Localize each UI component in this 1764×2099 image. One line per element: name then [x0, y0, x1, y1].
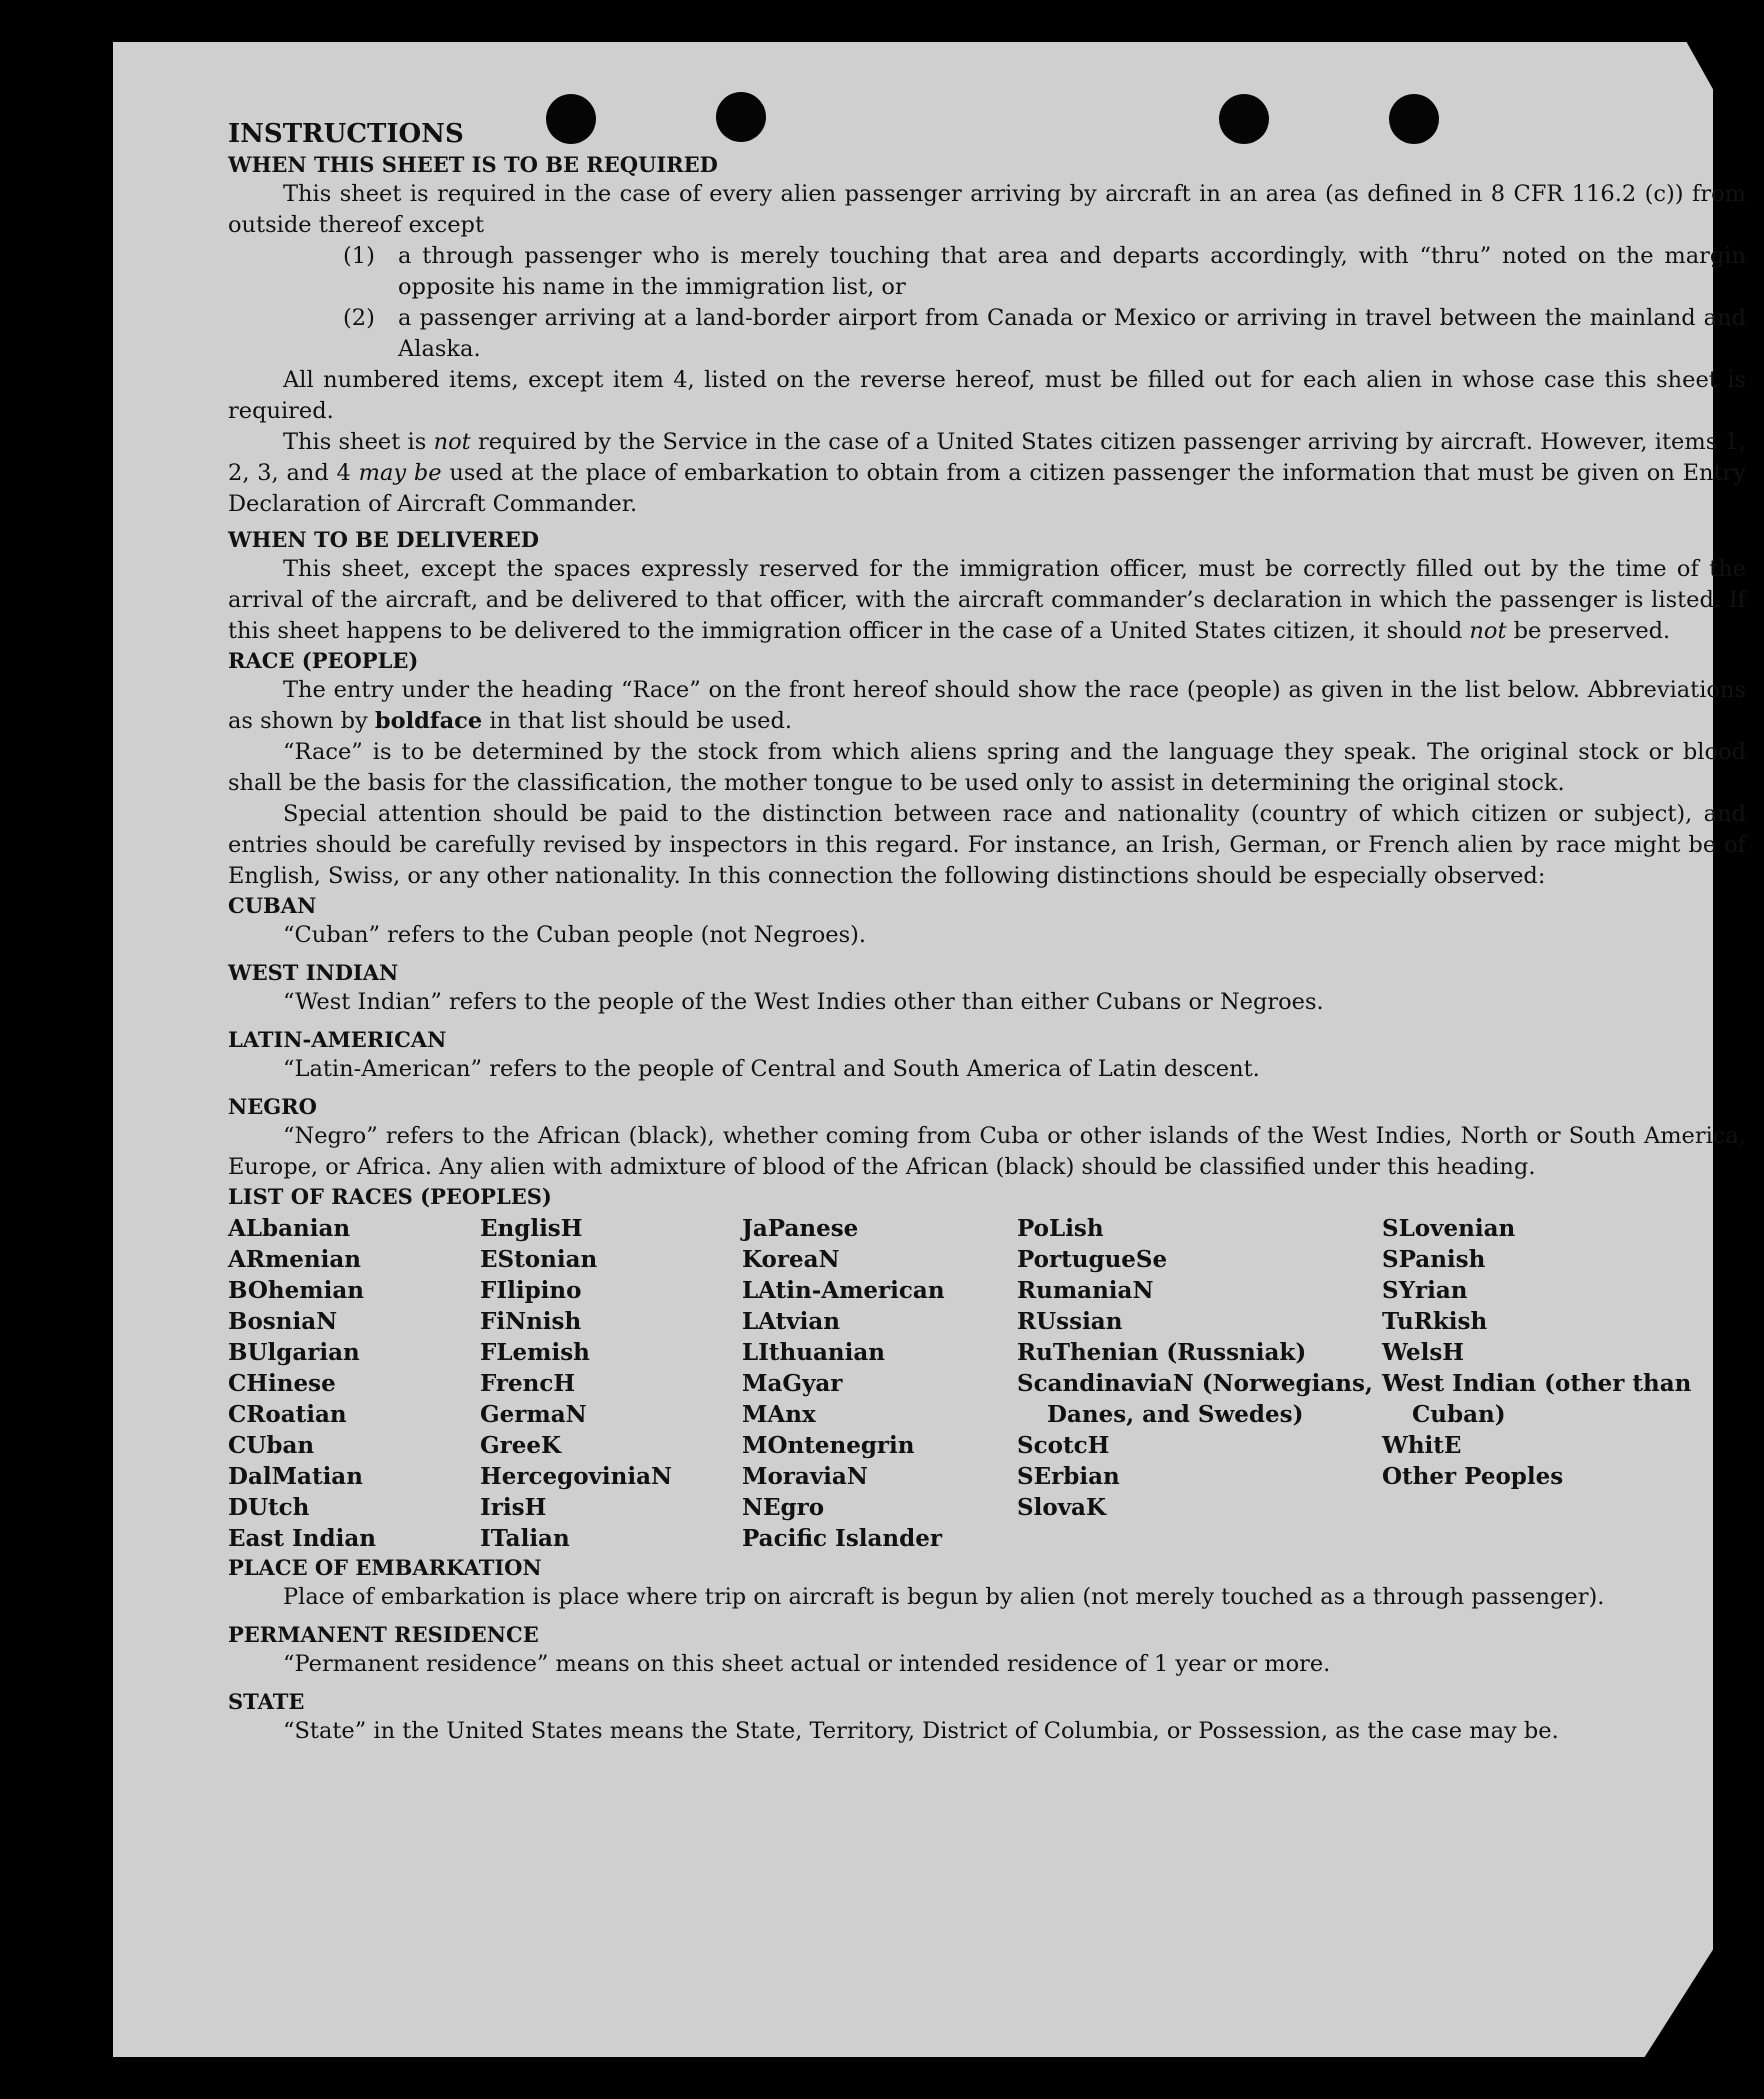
- race-entry: WhitE: [1382, 1432, 1462, 1459]
- latin-american-definition: “Latin-American” refers to the people of Central and South America of Latin descent.: [283, 1056, 1260, 1082]
- races-column-4: [1017, 1213, 1382, 1554]
- heading-state: STATE: [228, 1689, 305, 1714]
- race-entry: HercegoviniaN: [480, 1463, 673, 1490]
- race-entry: ScandinaviaN (Norwegians, Danes, and Swedes): [1017, 1370, 1373, 1428]
- heading-west-indian: WEST INDIAN: [228, 960, 399, 985]
- races-list: [228, 1213, 1746, 1554]
- race-entry: LAtin-American: [742, 1277, 945, 1304]
- negro-definition: “Negro” refers to the African (black), whether coming from Cuba or other islands of the West Indies, North or South America, Europe, or Africa. Any alien with admixture of blood of the African (black) should be classified under this heading.: [228, 1123, 1746, 1180]
- race-paragraph-1: The entry under the heading “Race” on the front hereof should show the race (people) as given in the list below. Abbreviations as shown by boldface in that list should be used.: [228, 677, 1746, 734]
- race-entry: NEgro: [742, 1494, 825, 1521]
- heading-when-required: WHEN THIS SHEET IS TO BE REQUIRED: [228, 152, 718, 177]
- race-entry: ITalian: [480, 1525, 570, 1552]
- race-entry: MOntenegrin: [742, 1432, 915, 1459]
- heading-cuban: CUBAN: [228, 893, 317, 918]
- race-entry: RUssian: [1017, 1308, 1123, 1335]
- race-entry: SLovenian: [1382, 1215, 1516, 1242]
- heading-latin-american: LATIN-AMERICAN: [228, 1027, 447, 1052]
- race-entry: EStonian: [480, 1246, 598, 1273]
- race-entry: Pacific Islander: [742, 1525, 942, 1552]
- exception-text: a through passenger who is merely touching that area and departs accordingly, with “thru” noted on the margin opposite his name in the immigration list, or: [398, 243, 1746, 300]
- race-entry: SlovaK: [1017, 1494, 1106, 1521]
- race-entry: SYrian: [1382, 1277, 1468, 1304]
- exception-number: (1): [343, 243, 375, 269]
- race-entry: BOhemian: [228, 1277, 364, 1304]
- torn-corner-bottom: [1644, 1948, 1714, 2058]
- race-entry: BUlgarian: [228, 1339, 360, 1366]
- race-entry: East Indian: [228, 1525, 376, 1552]
- race-entry: CHinese: [228, 1370, 336, 1397]
- race-entry: CUban: [228, 1432, 315, 1459]
- required-intro: This sheet is required in the case of every alien passenger arriving by aircraft in an area (as defined in 8 CFR 116.2 (c)) from outside thereof except: [228, 181, 1746, 238]
- heading-negro: NEGRO: [228, 1094, 317, 1119]
- exception-number: (2): [343, 305, 375, 331]
- race-entry: SPanish: [1382, 1246, 1486, 1273]
- race-paragraph-2: “Race” is to be determined by the stock from which aliens spring and the language they speak. The original stock or blood shall be the basis for the classification, the mother tongue to be used only to assist in determining the original stock.: [228, 739, 1746, 796]
- race-entry: FIlipino: [480, 1277, 582, 1304]
- race-entry: CRoatian: [228, 1401, 347, 1428]
- race-entry: RuThenian (Russniak): [1017, 1339, 1307, 1366]
- exception-1: [228, 241, 1746, 303]
- races-column-5: [1382, 1213, 1746, 1554]
- heading-race: RACE (PEOPLE): [228, 648, 419, 673]
- race-entry: ARmenian: [228, 1246, 362, 1273]
- torn-corner-top: [1686, 41, 1714, 91]
- heading-place-of-embarkation: PLACE OF EMBARKATION: [228, 1555, 542, 1580]
- exception-text: a passenger arriving at a land-border airport from Canada or Mexico or arriving in travel between the mainland and Alaska.: [398, 305, 1746, 362]
- race-entry: WelsH: [1382, 1339, 1465, 1366]
- heading-when-delivered: WHEN TO BE DELIVERED: [228, 527, 540, 552]
- race-entry: PortugueSe: [1017, 1246, 1168, 1273]
- race-entry: RumaniaN: [1017, 1277, 1154, 1304]
- race-entry: GreeK: [480, 1432, 562, 1459]
- numbered-items-paragraph: All numbered items, except item 4, listed on the reverse hereof, must be filled out for each alien in whose case this sheet is required.: [228, 367, 1746, 424]
- race-entry: JaPanese: [742, 1215, 859, 1242]
- race-entry: LIthuanian: [742, 1339, 885, 1366]
- races-column-2: [480, 1213, 742, 1554]
- race-entry: MaGyar: [742, 1370, 843, 1397]
- west-indian-definition: “West Indian” refers to the people of the West Indies other than either Cubans or Negroes.: [283, 989, 1324, 1015]
- race-entry: IrisH: [480, 1494, 547, 1521]
- race-entry: KoreaN: [742, 1246, 840, 1273]
- heading-permanent-residence: PERMANENT RESIDENCE: [228, 1622, 539, 1647]
- race-entry: LAtvian: [742, 1308, 840, 1335]
- race-entry: DalMatian: [228, 1463, 363, 1490]
- race-entry: DUtch: [228, 1494, 310, 1521]
- residence-definition: “Permanent residence” means on this sheet actual or intended residence of 1 year or more.: [283, 1651, 1331, 1677]
- document-sheet: [113, 42, 1747, 2057]
- delivered-paragraph: This sheet, except the spaces expressly reserved for the immigration officer, must be correctly filled out by the time of the arrival of the aircraft, and be delivered to that officer, with the aircraft commander’s declaration in which the passenger is listed. If this sheet happens to be delivered to the immigration officer in the case of a United States citizen, it should not be preserved.: [228, 556, 1746, 644]
- race-entry: ALbanian: [228, 1215, 351, 1242]
- race-entry: BosniaN: [228, 1308, 338, 1335]
- race-entry: Other Peoples: [1382, 1463, 1564, 1490]
- races-column-3: [742, 1213, 1017, 1554]
- race-entry: GermaN: [480, 1401, 587, 1428]
- instructions-content: [228, 117, 1746, 1747]
- races-column-1: [228, 1213, 480, 1554]
- race-entry: ScotcH: [1017, 1432, 1110, 1459]
- race-entry: West Indian (other than Cuban): [1382, 1370, 1692, 1428]
- embarkation-definition: Place of embarkation is place where trip on aircraft is begun by alien (not merely touched as a through passenger).: [283, 1584, 1605, 1610]
- race-paragraph-3: Special attention should be paid to the distinction between race and nationality (country of which citizen or subject), and entries should be carefully revised by inspectors in this regard. For instance, an Irish, German, or French alien by race might be of English, Swiss, or any other nationality. In this connection the following distinctions should be especially observed:: [228, 801, 1746, 889]
- race-entry: SErbian: [1017, 1463, 1120, 1490]
- race-entry: EnglisH: [480, 1215, 583, 1242]
- race-entry: FLemish: [480, 1339, 590, 1366]
- citizen-paragraph: This sheet is not required by the Service in the case of a United States citizen passenger arriving by aircraft. However, items 1, 2, 3, and 4 may be used at the place of embarkation to obtain from a citizen passenger the information that must be given on Entry Declaration of Aircraft Commander.: [228, 429, 1747, 517]
- page-title: INSTRUCTIONS: [228, 119, 464, 149]
- race-entry: TuRkish: [1382, 1308, 1488, 1335]
- heading-list-of-races: LIST OF RACES (PEOPLES): [228, 1184, 552, 1209]
- race-entry: PoLish: [1017, 1215, 1104, 1242]
- race-entry: MoraviaN: [742, 1463, 868, 1490]
- race-entry: FrencH: [480, 1370, 576, 1397]
- race-entry: FiNnish: [480, 1308, 582, 1335]
- exception-2: [228, 303, 1746, 365]
- cuban-definition: “Cuban” refers to the Cuban people (not Negroes).: [283, 922, 867, 948]
- race-entry: MAnx: [742, 1401, 816, 1428]
- state-definition: “State” in the United States means the State, Territory, District of Columbia, or Possession, as the case may be.: [283, 1718, 1559, 1744]
